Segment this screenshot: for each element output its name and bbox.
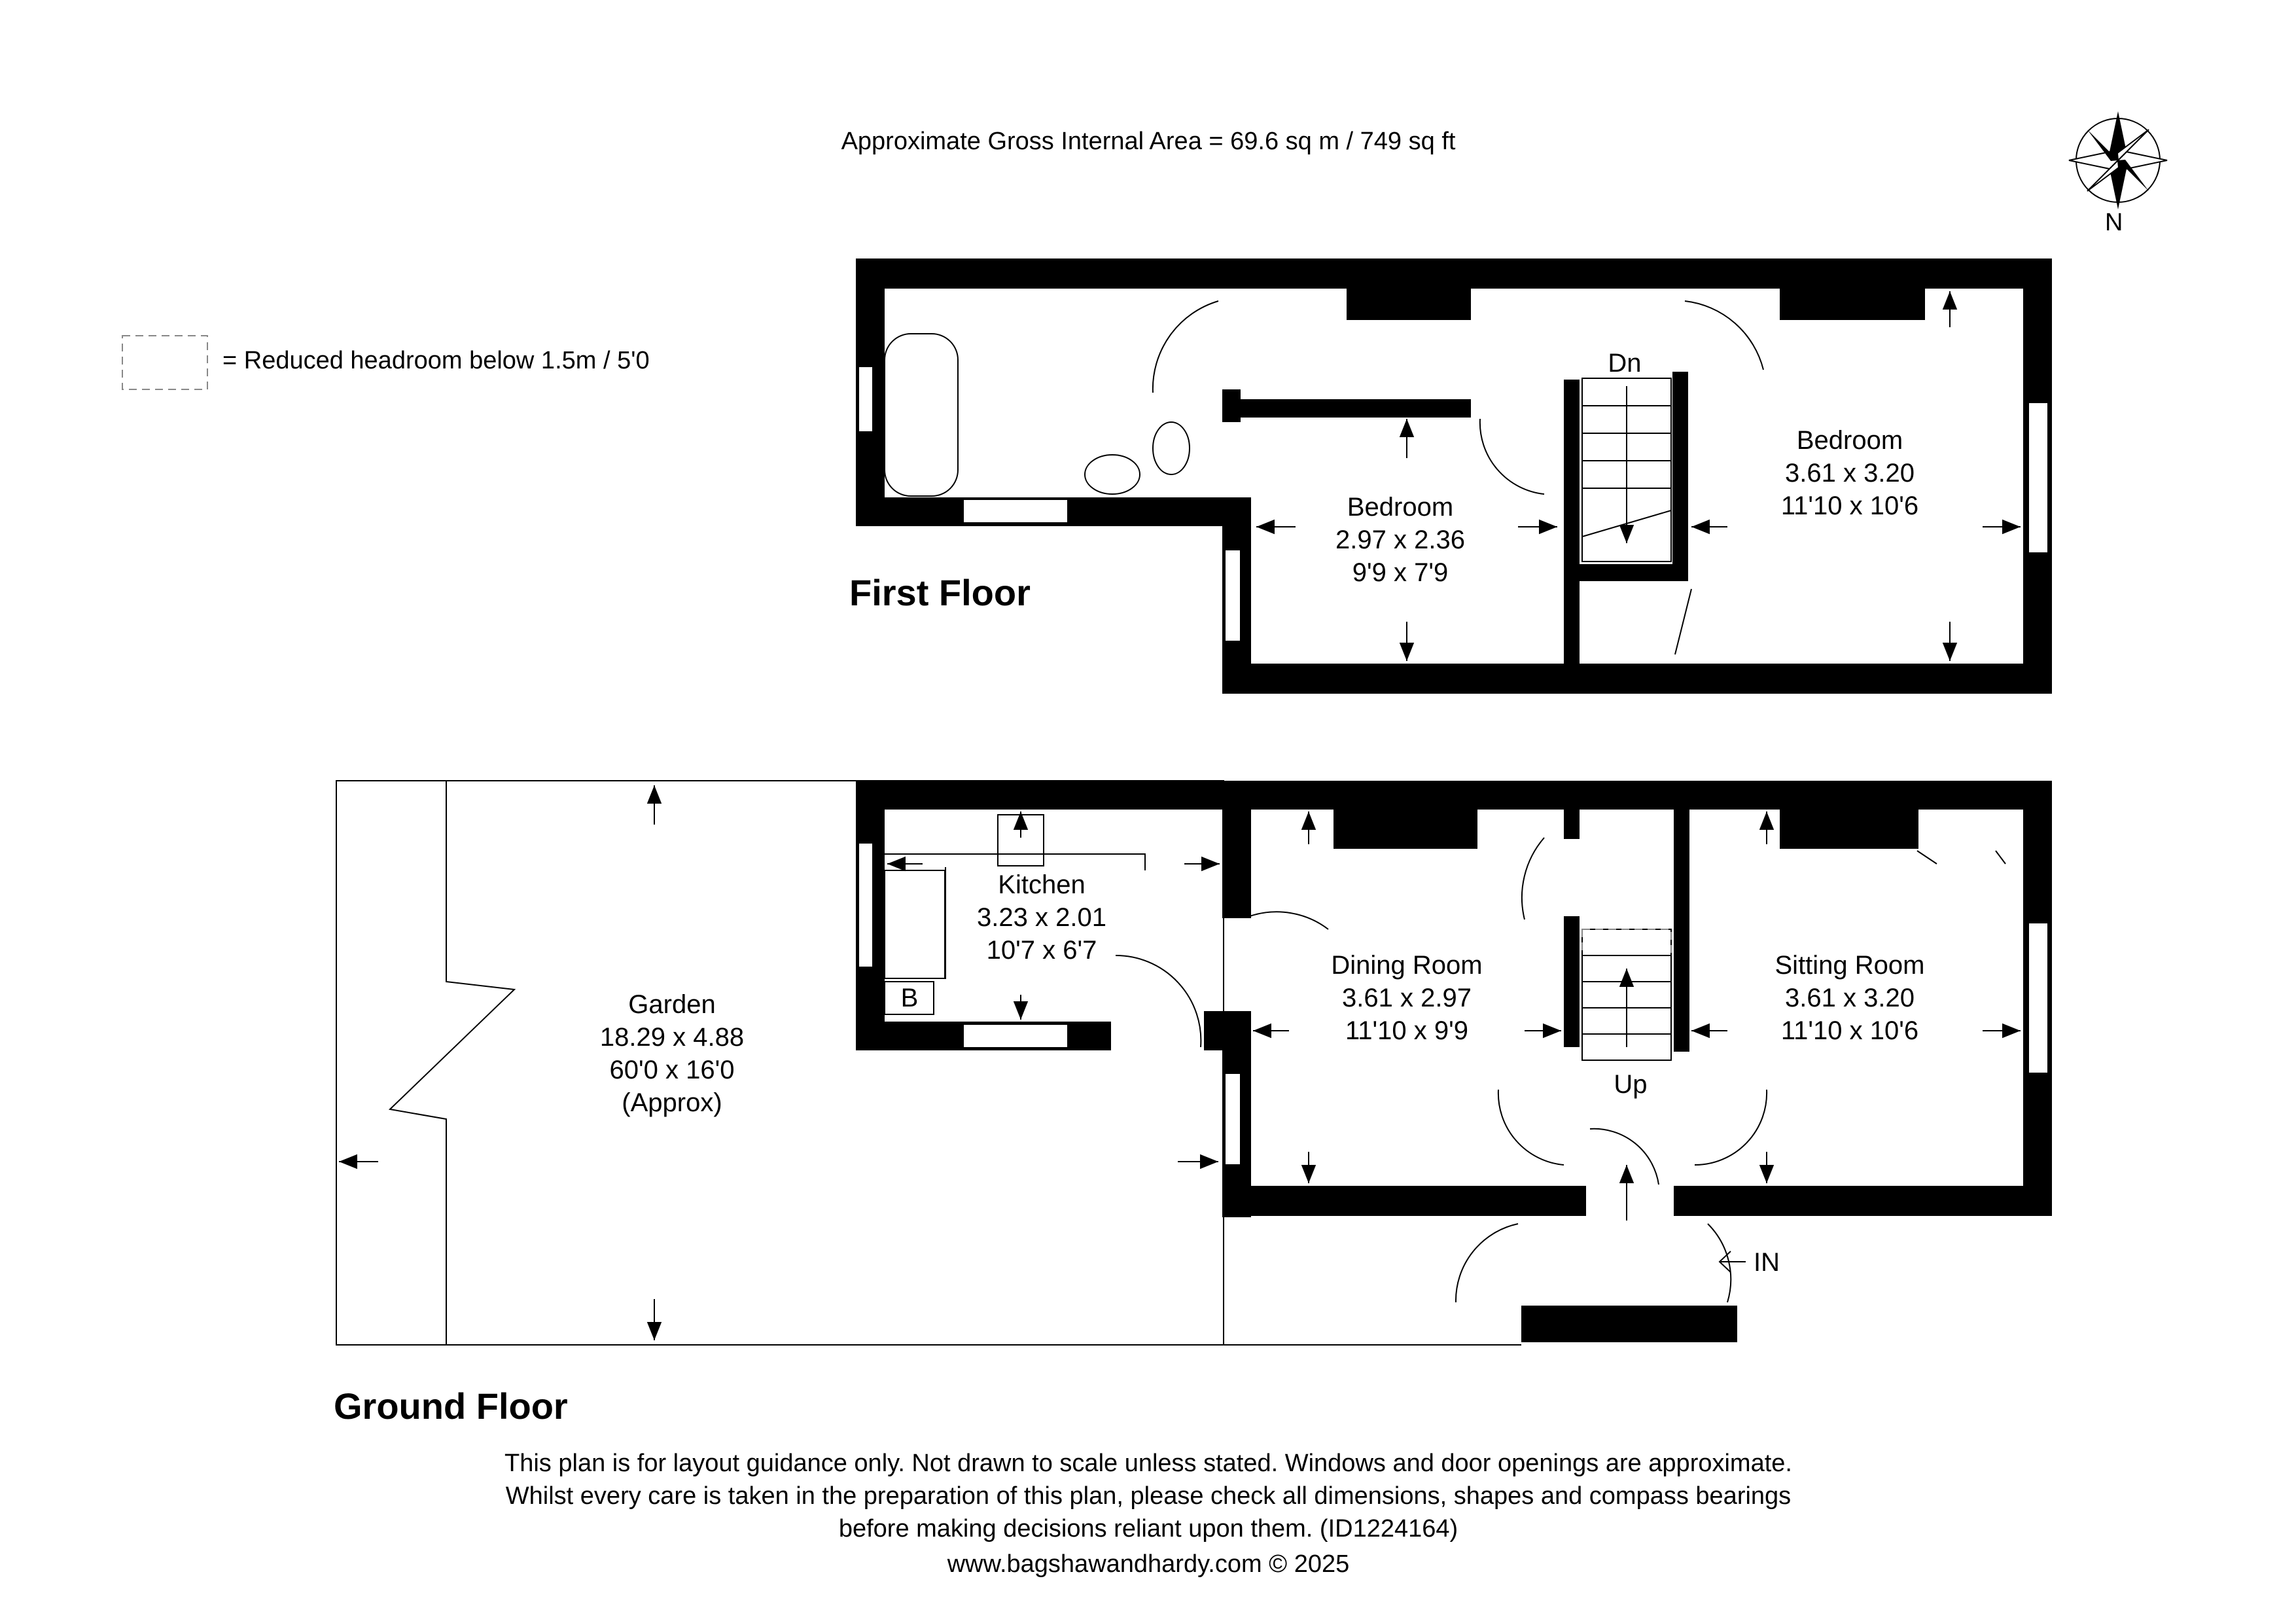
svg-text:60'0 x 16'0: 60'0 x 16'0	[609, 1056, 735, 1084]
svg-text:Bedroom: Bedroom	[1796, 426, 1903, 455]
entrance-marker	[1720, 1248, 1780, 1277]
svg-text:Whilst every care is taken in: Whilst every care is taken in the preparation of this plan, please check all dimensions, shapes and compass bearings	[505, 1482, 1792, 1510]
svg-text:Kitchen: Kitchen	[998, 870, 1086, 899]
garden-label	[600, 990, 744, 1117]
reduced-headroom-swatch	[122, 336, 207, 389]
svg-text:3.61 x 3.20: 3.61 x 3.20	[1785, 459, 1915, 488]
svg-text:11'10 x 9'9: 11'10 x 9'9	[1345, 1016, 1469, 1045]
dining-room-label	[1331, 951, 1482, 1045]
ground-floor-plan	[336, 781, 2052, 1345]
bedroom-2-label	[1335, 493, 1465, 587]
svg-text:11'10 x 10'6: 11'10 x 10'6	[1780, 1016, 1919, 1045]
svg-text:9'9 x 7'9: 9'9 x 7'9	[1352, 558, 1449, 587]
boiler-label: B	[900, 984, 919, 1012]
svg-text:3.61 x 3.20: 3.61 x 3.20	[1785, 984, 1915, 1012]
first-floor-title: First Floor	[849, 572, 1031, 613]
svg-text:Bedroom: Bedroom	[1347, 493, 1454, 522]
disclaimer	[504, 1450, 1792, 1543]
svg-text:10'7 x 6'7: 10'7 x 6'7	[986, 936, 1097, 965]
svg-text:18.29 x 4.88: 18.29 x 4.88	[599, 1023, 745, 1052]
ground-floor-stairs-label: Up	[1614, 1070, 1648, 1099]
svg-text:3.61 x 2.97: 3.61 x 2.97	[1342, 984, 1472, 1012]
svg-text:3.23 x 2.01: 3.23 x 2.01	[977, 903, 1106, 932]
svg-text:IN: IN	[1754, 1248, 1780, 1277]
svg-text:11'10 x 10'6: 11'10 x 10'6	[1780, 491, 1919, 520]
svg-text:(Approx): (Approx)	[622, 1088, 722, 1117]
compass-label: N	[2105, 209, 2123, 236]
website-copyright: www.bagshawandhardy.com © 2025	[947, 1550, 1350, 1578]
arrow-left-icon	[1720, 1251, 1746, 1272]
svg-text:This plan is for layout guidan: This plan is for layout guidance only. Not drawn to scale unless stated. Windows and door openings are approximate.	[504, 1450, 1792, 1477]
bedroom-1-label	[1781, 426, 1918, 520]
kitchen-label	[977, 870, 1106, 965]
compass-icon	[2069, 111, 2167, 209]
sitting-room-label	[1775, 951, 1925, 1045]
first-floor-stairs-label: Dn	[1608, 349, 1642, 378]
gross-area-label: Approximate Gross Internal Area = 69.6 sq m / 749 sq ft	[841, 128, 1456, 155]
svg-text:before making decisions relian: before making decisions reliant upon them. (ID1224164)	[838, 1515, 1458, 1543]
svg-text:Dining Room: Dining Room	[1331, 951, 1483, 980]
svg-text:Garden: Garden	[628, 990, 716, 1019]
svg-text:2.97 x 2.36: 2.97 x 2.36	[1335, 526, 1465, 554]
reduced-headroom-legend: = Reduced headroom below 1.5m / 5'0	[222, 347, 650, 374]
svg-text:Sitting Room: Sitting Room	[1775, 951, 1925, 980]
ground-floor-title: Ground Floor	[334, 1385, 568, 1427]
